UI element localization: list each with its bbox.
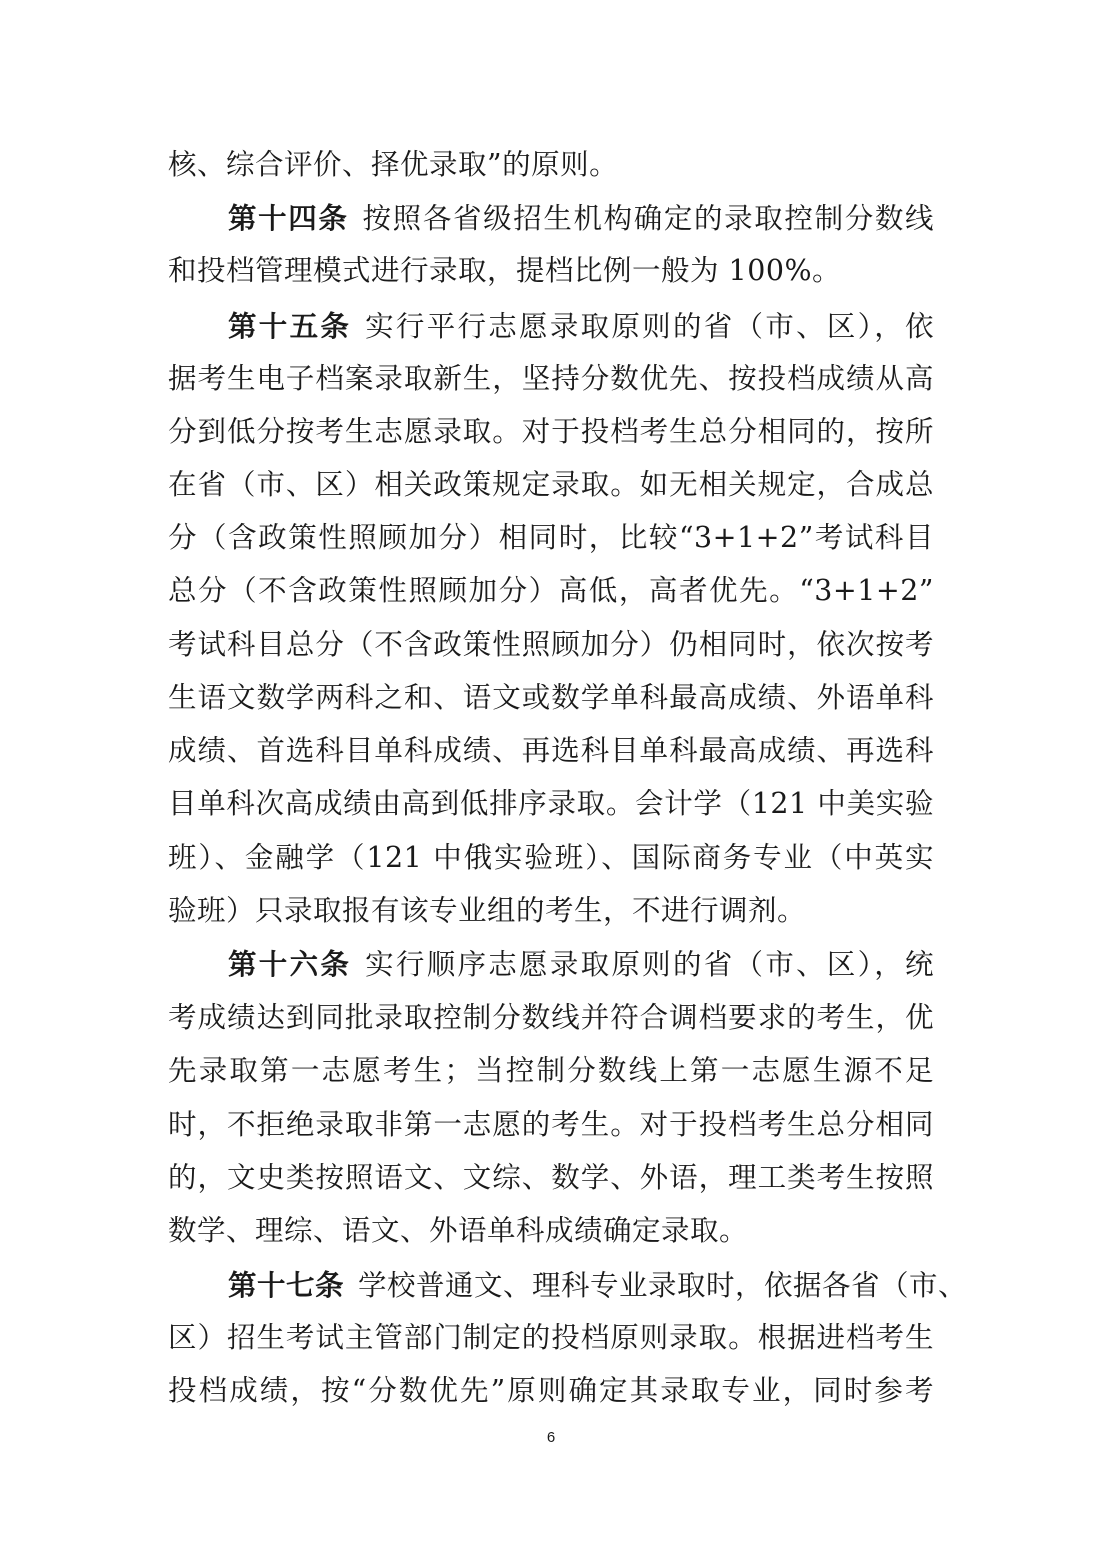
article-15-first-line — [228, 306, 934, 346]
line-text: 据考生电子档案录取新生，坚持分数优先、按投档成绩从高 — [168, 362, 934, 395]
line-text: 时，不拒绝录取非第一志愿的考生。对于投档考生总分相同 — [168, 1108, 934, 1141]
paragraph-line — [168, 1371, 934, 1411]
paragraph-line — [168, 891, 934, 931]
paragraph-line — [168, 998, 934, 1038]
line-text: 考试科目总分（不含政策性照顾加分）仍相同时，依次按考 — [168, 628, 934, 661]
paragraph-line — [168, 784, 934, 824]
article-16-first-line — [228, 944, 934, 984]
paragraph-line — [168, 731, 934, 771]
line-text: 数学、理综、语文、外语单科成绩确定录取。 — [168, 1214, 749, 1247]
paragraph-line — [168, 145, 934, 185]
page-number: 6 — [546, 1429, 556, 1446]
paragraph-line — [168, 518, 934, 558]
paragraph-line — [168, 412, 934, 452]
line-text: 核、综合评价、择优录取”的原则。 — [168, 148, 619, 181]
paragraph-line — [168, 251, 934, 291]
line-text: 生语文数学两科之和、语文或数学单科最高成绩、外语单科 — [168, 681, 934, 714]
paragraph-line — [168, 1051, 934, 1091]
line-text: 先录取第一志愿考生；当控制分数线上第一志愿生源不足 — [168, 1054, 934, 1087]
line-text: 和投档管理模式进行录取，提档比例一般为 100%。 — [168, 254, 842, 287]
line-text: 分到低分按考生志愿录取。对于投档考生总分相同的，按所 — [168, 415, 934, 448]
line-text: 总分（不含政策性照顾加分）高低，高者优先。“3+1+2” — [168, 574, 934, 607]
paragraph-line — [168, 465, 934, 505]
article-heading: 第十六条 — [228, 947, 352, 981]
paragraph-line — [168, 678, 934, 718]
paragraph-line — [168, 1318, 934, 1358]
line-text: 分（含政策性照顾加分）相同时，比较“3+1+2”考试科目 — [168, 521, 934, 554]
line-text: 验班）只录取报有该专业组的考生，不进行调剂。 — [168, 894, 807, 927]
line-text: 在省（市、区）相关政策规定录取。如无相关规定，合成总 — [168, 468, 934, 501]
article-14-first-line — [228, 198, 934, 238]
paragraph-line — [168, 1158, 934, 1198]
line-text: 实行顺序志愿录取原则的省（市、区），统 — [365, 948, 934, 981]
line-text: 学校普通文、理科专业录取时，依据各省（市、 — [358, 1269, 968, 1302]
line-text: 的，文史类按照语文、文综、数学、外语，理工类考生按照 — [168, 1161, 934, 1194]
article-17-first-line — [228, 1265, 968, 1305]
paragraph-line — [168, 571, 934, 611]
paragraph-line — [168, 838, 934, 878]
line-text: 考成绩达到同批录取控制分数线并符合调档要求的考生，优 — [168, 1001, 934, 1034]
paragraph-line — [168, 1105, 934, 1145]
line-text: 实行平行志愿录取原则的省（市、区），依 — [365, 310, 934, 343]
line-text: 成绩、首选科目单科成绩、再选科目单科最高成绩、再选科 — [168, 734, 934, 767]
line-text: 目单科次高成绩由高到低排序录取。会计学（121 中美实验 — [168, 787, 934, 820]
paragraph-line — [168, 359, 934, 399]
line-text: 班）、金融学（121 中俄实验班）、国际商务专业（中英实 — [168, 841, 934, 874]
article-heading: 第十七条 — [228, 1268, 345, 1302]
paragraph-line — [168, 1211, 934, 1251]
article-heading: 第十四条 — [228, 201, 349, 235]
line-text: 按照各省级招生机构确定的录取控制分数线 — [362, 202, 934, 235]
line-text: 区）招生考试主管部门制定的投档原则录取。根据进档考生 — [168, 1321, 934, 1354]
article-heading: 第十五条 — [228, 309, 352, 343]
paragraph-line — [168, 625, 934, 665]
line-text: 投档成绩，按“分数优先”原则确定其录取专业，同时参考 — [168, 1374, 934, 1407]
